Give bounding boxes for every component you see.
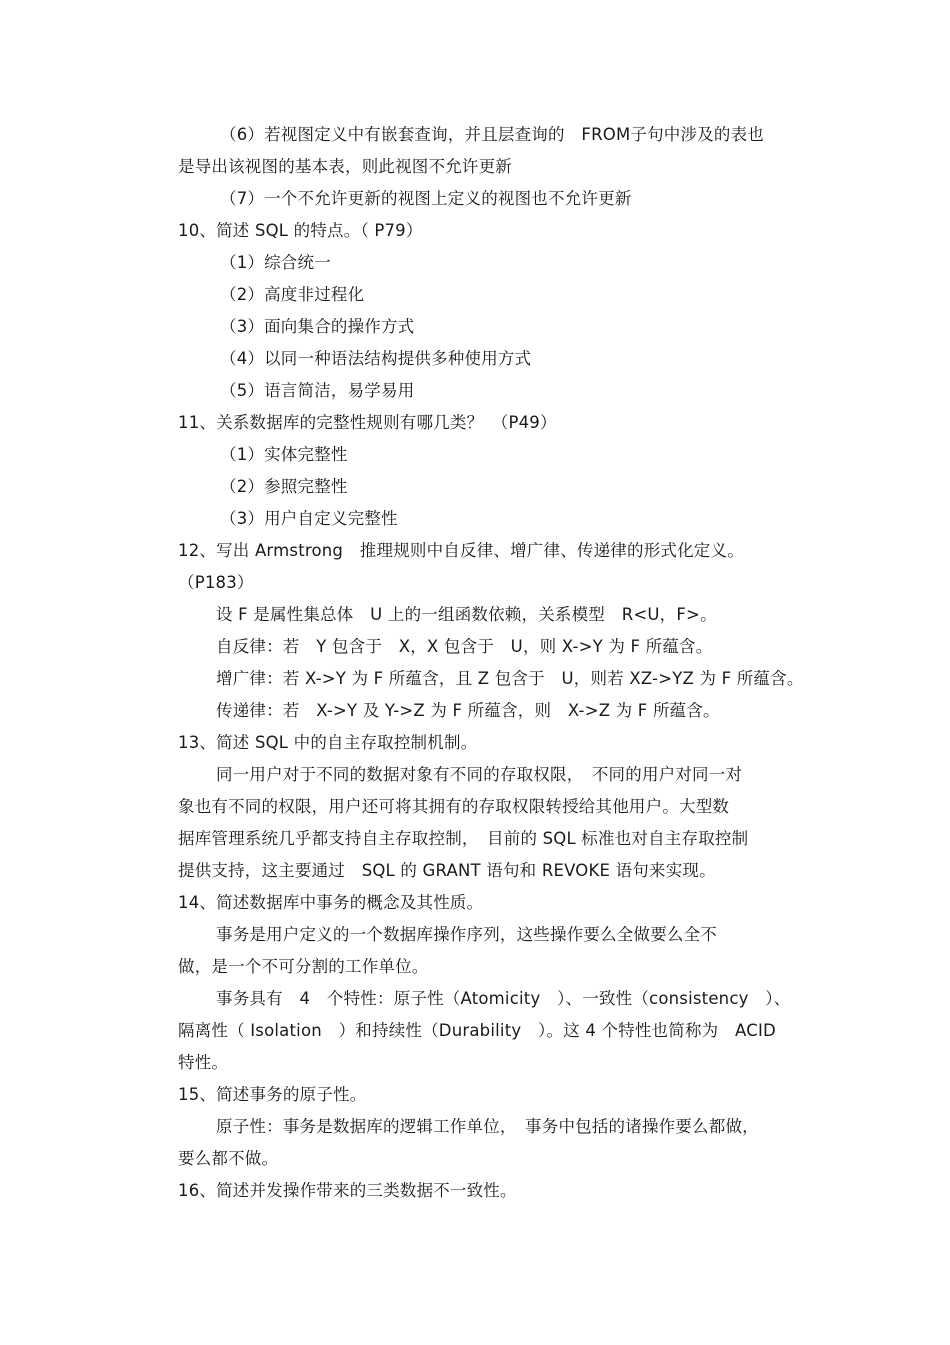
text-line: 同一用户对于不同的数据对象有不同的存取权限， 不同的用户对同一对: [216, 765, 743, 784]
question-heading: 14、简述数据库中事务的概念及其性质。: [178, 893, 484, 912]
list-item: （3）面向集合的操作方式: [220, 317, 415, 336]
list-item: （1）综合统一: [220, 253, 331, 272]
text-line: （6）若视图定义中有嵌套查询，并且层查询的 FROM子句中涉及的表也: [220, 125, 764, 144]
text-line: 事务具有 4 个特性：原子性（Atomicity ）、一致性（consistency ）、: [216, 989, 791, 1008]
list-item: （5）语言简洁，易学易用: [220, 381, 415, 400]
text-line: 原子性：事务是数据库的逻辑工作单位， 事务中包括的诸操作要么都做，: [216, 1117, 759, 1136]
text-line: 特性。: [178, 1053, 229, 1072]
list-item: （1）实体完整性: [220, 445, 348, 464]
text-line: 提供支持，这主要通过 SQL 的 GRANT 语句和 REVOKE 语句来实现。: [178, 861, 716, 880]
text-line: （7）一个不允许更新的视图上定义的视图也不允许更新: [220, 189, 632, 208]
list-item: （2）参照完整性: [220, 477, 348, 496]
text-line: 要么都不做。: [178, 1149, 279, 1168]
question-heading: 16、简述并发操作带来的三类数据不一致性。: [178, 1181, 517, 1200]
list-item: （3）用户自定义完整性: [220, 509, 398, 528]
text-line: 象也有不同的权限，用户还可将其拥有的存取权限转授给其他用户。大型数: [178, 797, 730, 816]
question-heading: 11、关系数据库的完整性规则有哪几类？ （P49）: [178, 413, 557, 432]
text-line: 增广律：若 X->Y 为 F 所蕴含，且 Z 包含于 U，则若 XZ->YZ 为 F 所蕴含。: [216, 669, 804, 688]
list-item: （2）高度非过程化: [220, 285, 365, 304]
list-item: （4）以同一种语法结构提供多种使用方式: [220, 349, 532, 368]
text-line: 设 F 是属性集总体 U 上的一组函数依赖，关系模型 R<U，F>。: [216, 605, 717, 624]
question-heading: 12、写出 Armstrong 推理规则中自反律、增广律、传递律的形式化定义。: [178, 541, 744, 560]
text-line: 隔离性（ Isolation ）和持续性（Durability ）。这 4 个特性也简称为 ACID: [178, 1021, 776, 1040]
text-line: 做，是一个不可分割的工作单位。: [178, 957, 429, 976]
question-heading: 13、简述 SQL 中的自主存取控制机制。: [178, 733, 478, 752]
text-line: （P183）: [178, 573, 254, 592]
question-heading: 15、简述事务的原子性。: [178, 1085, 367, 1104]
text-line: 传递律：若 X->Y 及 Y->Z 为 F 所蕴含，则 X->Z 为 F 所蕴含。: [216, 701, 720, 720]
text-line: 是导出该视图的基本表，则此视图不允许更新: [178, 157, 512, 176]
text-line: 自反律：若 Y 包含于 X，X 包含于 U，则 X->Y 为 F 所蕴含。: [216, 637, 713, 656]
text-line: 据库管理系统几乎都支持自主存取控制， 目前的 SQL 标准也对自主存取控制: [178, 829, 749, 848]
question-heading: 10、简述 SQL 的特点。（ P79）: [178, 221, 423, 240]
text-line: 事务是用户定义的一个数据库操作序列，这些操作要么全做要么全不: [216, 925, 717, 944]
